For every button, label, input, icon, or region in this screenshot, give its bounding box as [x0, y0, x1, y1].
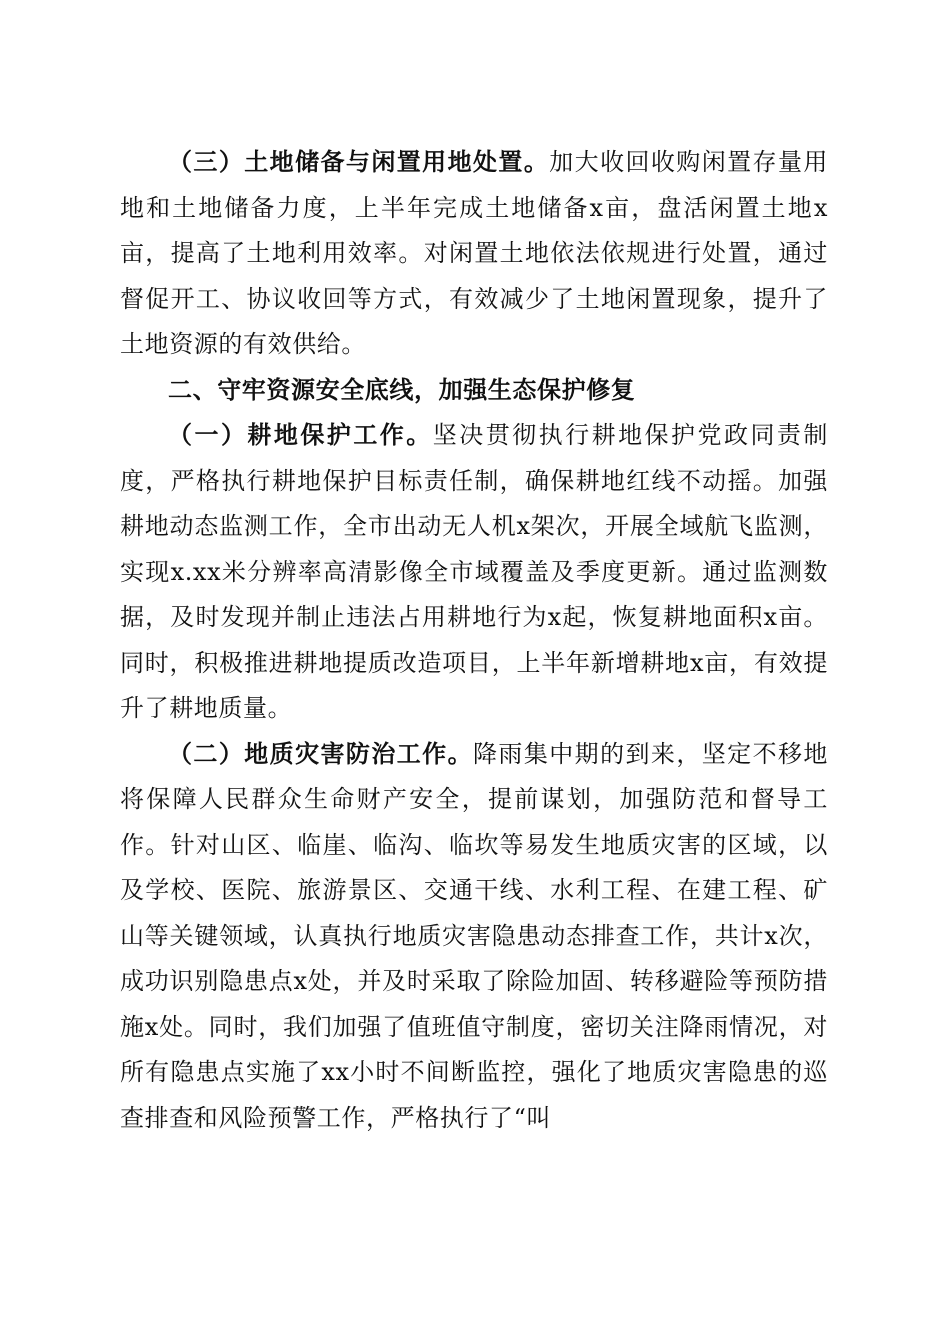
document-body — [120, 140, 828, 1141]
paragraph-geologic-hazard — [120, 732, 828, 1142]
paragraph-text: 加大收回收购闲置存量用地和土地储备力度，上半年完成土地储备x亩，盘活闲置土地x亩，提高了土地利用效率。对闲置土地依法依规进行处置，通过督促开工、协议收回等方式，有效减少了土地闲置现象，提升了土地资源的有效供给。 — [120, 148, 828, 358]
paragraph-lead: （二）地质灾害防治工作。 — [168, 739, 473, 768]
paragraph-text: 坚决贯彻执行耕地保护党政同责制度，严格执行耕地保护目标责任制，确保耕地红线不动摇。加强耕地动态监测工作，全市出动无人机x架次，开展全域航飞监测，实现x.xx米分辨率高清影像全市域覆盖及季度更新。通过监测数据，及时发现并制止违法占用耕地行为x起，恢复耕地面积x亩。同时，积极推进耕地提质改造项目，上半年新增耕地x亩，有效提升了耕地质量。 — [120, 421, 828, 722]
section-heading: 二、守牢资源安全底线，加强生态保护修复 — [168, 375, 636, 404]
paragraph-text: 降雨集中期的到来，坚定不移地将保障人民群众生命财产安全，提前谋划，加强防范和督导工作。针对山区、临崖、临沟、临坎等易发生地质灾害的区域，以及学校、医院、旅游景区、交通干线、水利工程、在建工程、矿山等关键领域，认真执行地质灾害隐患动态排查工作，共计x次，成功识别隐患点x处，并及时采取了除险加固、转移避险等预防措施x处。同时，我们加强了值班值守制度，密切关注降雨情况，对所有隐患点实施了xx小时不间断监控，强化了地质灾害隐患的巡查排查和风险预警工作，严格执行了“叫 — [120, 739, 829, 1132]
paragraph-farmland-protection — [120, 413, 828, 732]
paragraph-lead: （一）耕地保护工作。 — [168, 421, 433, 449]
paragraph-land-reserve — [120, 140, 828, 368]
paragraph-lead: （三）土地储备与闲置用地处置。 — [168, 148, 550, 176]
